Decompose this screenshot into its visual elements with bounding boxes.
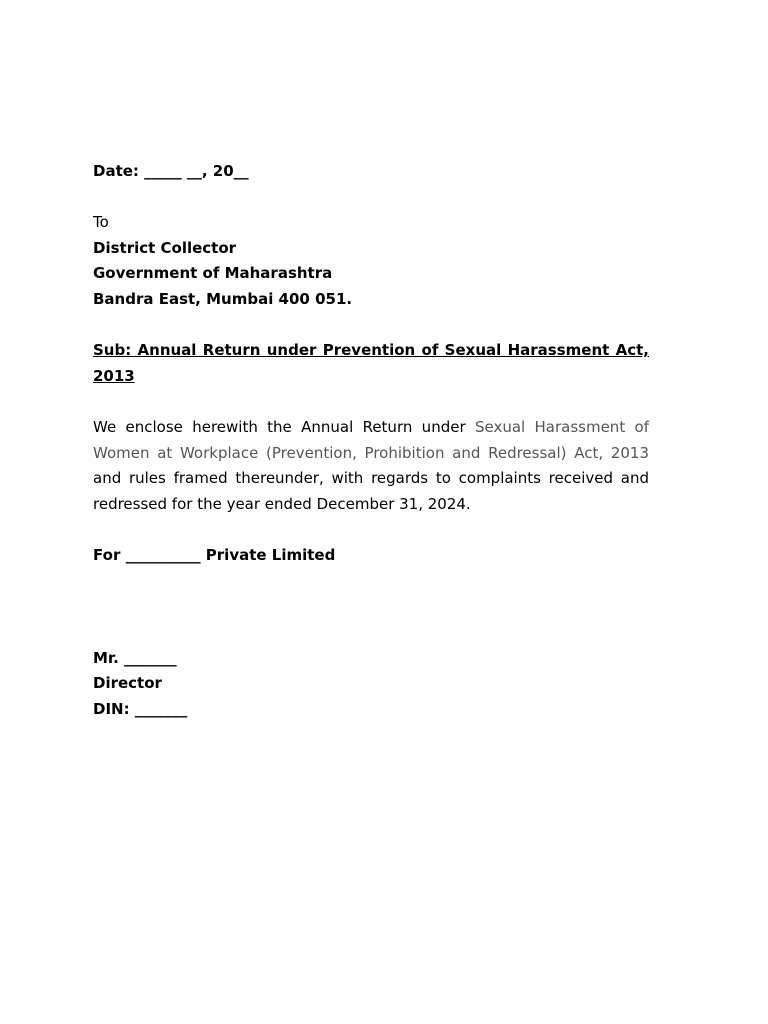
body-closing: and rules framed thereunder, with regards to complaints received and redressed for the year ended December 31, 2024.: [93, 469, 649, 513]
recipient-title: District Collector: [93, 238, 237, 257]
act-reference: Sexual Harassment of Women at Workplace (Prevention, Prohibition and Redressal) Act, 2013: [93, 417, 649, 462]
salutation-to: To: [93, 213, 109, 232]
spacer: [93, 313, 649, 339]
signoff-company: For __________ Private Limited: [93, 545, 336, 564]
signatory-din: DIN: _______: [93, 699, 188, 718]
signatory-designation: Director: [93, 674, 162, 693]
spacer: [93, 185, 649, 211]
body-intro: We enclose herewith the Annual Return under: [93, 417, 475, 436]
signature-space: [93, 569, 649, 646]
letter-body: [93, 159, 649, 722]
subject-line: Sub: Annual Return under Prevention of Sexual Harassment Act, 2013: [93, 341, 649, 385]
spacer: [93, 389, 649, 415]
signatory-name: Mr. _______: [93, 648, 177, 667]
spacer: [93, 517, 649, 543]
recipient-organization: Government of Maharashtra: [93, 264, 333, 283]
body-paragraph: [93, 415, 649, 517]
date-line: Date: _____ __, 20__: [93, 162, 249, 180]
recipient-address: Bandra East, Mumbai 400 051.: [93, 289, 353, 308]
